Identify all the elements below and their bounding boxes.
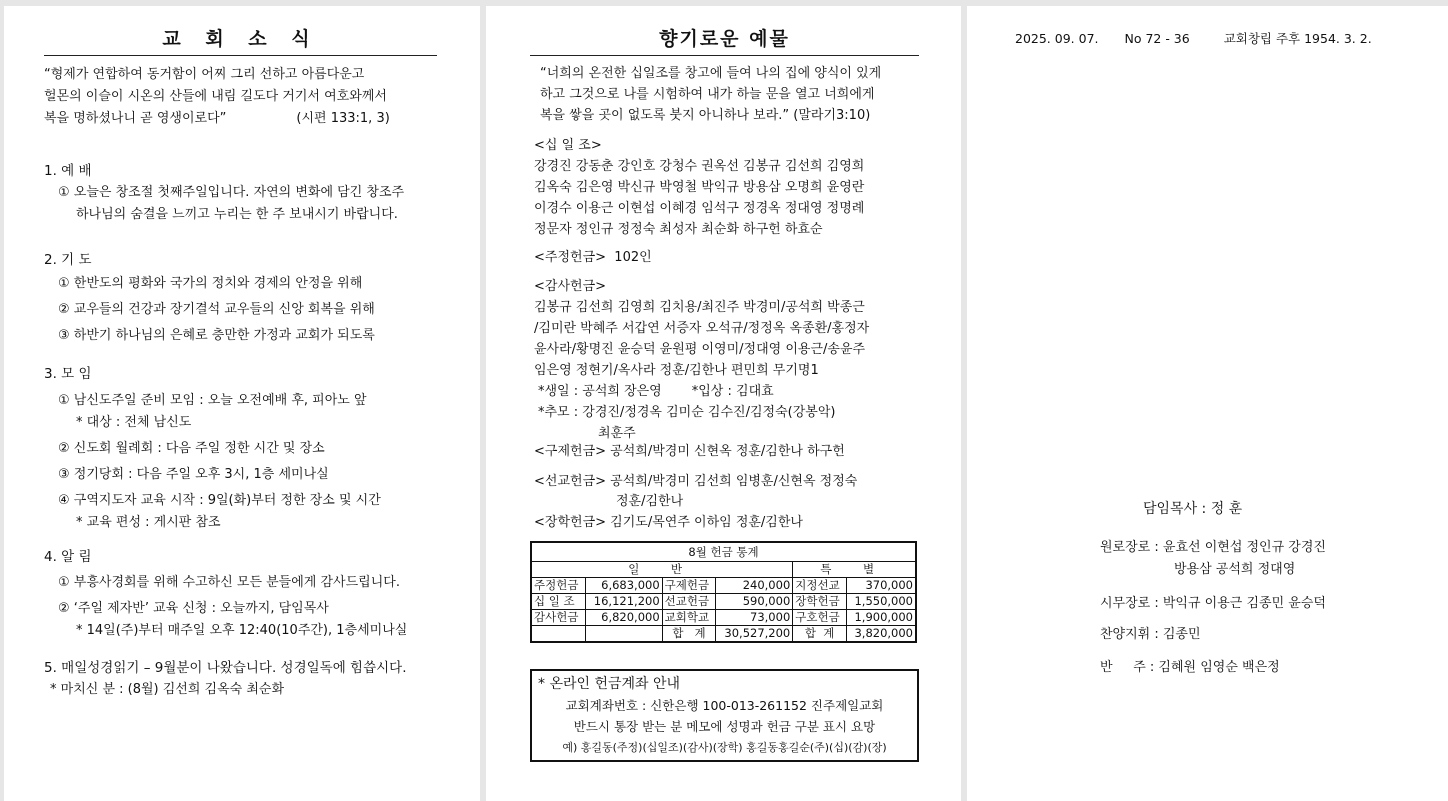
stats-title: 8월 헌금 통계 bbox=[531, 542, 916, 562]
senior-pastor: 담임목사 : 정 훈 bbox=[1143, 501, 1243, 517]
tithe-list: <십 일 조> 강경진 강동춘 강인호 강청수 권옥선 김봉규 김선희 김영희 김옥숙 김은영 박신규 박영철 박익규 방용삼 오명희 윤영란 이경수 이용근 이현섭 이혜경 임석구 정경옥 정대영 정명례 정문자 정인규 정정숙 최성자 최순화 하구헌 하효순 bbox=[534, 135, 864, 240]
verse-reference: (시편 133:1, 3) bbox=[296, 111, 390, 126]
page-offerings bbox=[486, 6, 961, 801]
verse-line: 헐몬의 이슬이 시온의 산들에 내림 길도다 거기서 여호와께서 bbox=[44, 89, 387, 104]
emeritus-elders: 원로장로 : 윤효선 이현섭 정인규 강경진 방용삼 공석희 정대영 bbox=[1100, 540, 1326, 577]
tithe-header: <십 일 조> bbox=[534, 138, 602, 153]
mission-offering: <선교헌금> 공석희/박경미 김선희 임병훈/신현옥 정정숙 정훈/김한나 bbox=[534, 474, 858, 509]
choir-director: 찬양지휘 : 김종민 bbox=[1100, 627, 1201, 642]
bank-account: 교회계좌번호 : 신한은행 100-013-261152 진주제일교회 bbox=[565, 698, 884, 713]
church-news-title: 교 회 소 식 bbox=[44, 24, 437, 56]
verse-line: “너희의 온전한 십일조를 창고에 들여 나의 집에 양식이 있게 bbox=[540, 66, 882, 81]
founding-date: 교회창립 주후 1954. 3. 2. bbox=[1223, 31, 1372, 46]
bulletin-header bbox=[1015, 28, 1372, 50]
online-offering-title: * 온라인 헌금계좌 안내 bbox=[538, 676, 681, 692]
verse-line: “형제가 연합하여 동거함이 어찌 그리 선하고 아름다운고 bbox=[44, 67, 365, 82]
bulletin-date: 2025. 09. 07. bbox=[1015, 31, 1099, 46]
section-header: 2. 기 도 bbox=[44, 252, 92, 268]
section-header: 1. 예 배 bbox=[44, 163, 92, 179]
verse bbox=[44, 64, 390, 130]
offering-stats-table bbox=[530, 541, 917, 643]
entrance-line: *입상 : 김대효 bbox=[691, 384, 774, 399]
verse-line: 복을 명하셨나니 곧 영생이로다” (시편 133:1, 3) bbox=[44, 111, 390, 126]
section-header: 4. 알 림 bbox=[44, 549, 92, 565]
scholarship-offering: <장학헌금> 김기도/목연주 이하임 정훈/김한나 bbox=[534, 515, 803, 530]
bulletin-number: No 72 - 36 bbox=[1124, 31, 1190, 46]
sunday-offering-count: 102인 bbox=[614, 250, 652, 265]
thanks-list: <감사헌금> 김봉규 김선희 김영희 김치용/최진주 박경미/공석희 박종근 /김미란 박혜주 서갑연 서증자 오석규/정정옥 옥종환/홍정자 윤사라/황명진 윤승덕 윤원평 이영미/정대영 이용근/송윤주 임은영 정현기/옥사라 정훈/김한나 편민희 무기명1 *생일 : 공석희 장은영 *입상 : 김대효 *추모 : 강경진/정경옥 김미순 김수진/김정숙(강봉악) 최훈주 bbox=[534, 279, 870, 441]
table-row-total: 합 계 30,527,200 합 계 3,820,000 bbox=[531, 626, 916, 643]
prayer-item: ① 한반도의 평화와 국가의 정치와 경제의 안정을 위해 bbox=[58, 276, 363, 291]
section-header: 5. 매일성경읽기 – 9월분이 나왔습니다. 성경일독에 힘씁시다. bbox=[44, 660, 407, 676]
section-meeting: 3. 모 임 ① 남신도주일 준비 모임 : 오늘 오전예배 후, 피아노 앞 * 대상 : 전체 남신도 ② 신도회 월례회 : 다음 주일 정한 시간 및 장소 ③ 정기당회 : 다음 주일 오후 3시, 1층 세미나실 ④ 구역지도자 교육 시작 : 9일(화)부터 정한 장소 및 시간 * 교육 편성 : 게시판 참조 bbox=[44, 363, 381, 534]
memorial-line: *추모 : 강경진/정경옥 김미순 김수진/김정숙(강봉악) bbox=[538, 405, 836, 420]
section-header: 3. 모 임 bbox=[44, 366, 92, 382]
section-reading: 5. 매일성경읽기 – 9월분이 나왔습니다. 성경일독에 힘씁시다. * 마치신 분 : (8월) 김선희 김옥숙 최순화 bbox=[44, 657, 407, 701]
online-offering-box: * 온라인 헌금계좌 안내 교회계좌번호 : 신한은행 100-013-261152 진주제일교회 반드시 통장 받는 분 메모에 성명과 헌금 구분 표시 요망 예) 홍길동(주정)(십일조)(감사)(장학) 홍길동홍길순(주)(십)(감)(장) bbox=[530, 669, 919, 762]
offerings-title: 향기로운 예물 bbox=[530, 24, 919, 56]
accompanists: 반 주 : 김혜원 임영순 백은정 bbox=[1100, 660, 1280, 675]
verse-line: 하고 그것으로 나를 시험하여 내가 하늘 문을 열고 너희에게 bbox=[540, 87, 875, 102]
section-notice: 4. 알 림 ① 부흥사경회를 위해 수고하신 모든 분들에게 감사드립니다. ② ‘주일 제자반’ 교육 신청 : 오늘까지, 담임목사 * 14일(주)부터 매주일 오후 12:40(10주간), 1층세미나실 bbox=[44, 546, 407, 642]
table-row: 감사헌금 6,820,000 교회학교 73,000 구호헌금 1,900,000 bbox=[531, 610, 916, 626]
relief-offering: <구제헌금> 공석희/박경미 신현옥 정훈/김한나 하구헌 bbox=[534, 444, 845, 459]
page-cover-info bbox=[967, 6, 1448, 801]
prayer-item: ② 교우들의 건강과 장기결석 교우들의 신앙 회복을 위해 bbox=[58, 302, 375, 317]
birthday-line: *생일 : 공석희 장은영 bbox=[538, 384, 662, 399]
table-row: 주정헌금 6,683,000 구제헌금 240,000 지정선교 370,000 bbox=[531, 578, 916, 594]
verse-line: 복을 쌓을 곳이 없도록 붓지 아니하나 보라.” (말라기3:10) bbox=[540, 108, 871, 123]
prayer-item: ③ 하반기 하나님의 은혜로 충만한 가정과 교회가 되도록 bbox=[58, 328, 375, 343]
table-row: 십 일 조 16,121,200 선교헌금 590,000 장학헌금 1,550,000 bbox=[531, 594, 916, 610]
active-elders: 시무장로 : 박익규 이용근 김종민 윤승덕 bbox=[1100, 596, 1326, 611]
section-worship: 1. 예 배 ① 오늘은 창조절 첫째주일입니다. 자연의 변화에 담긴 창조주 하나님의 숨결을 느끼고 누리는 한 주 보내시기 바랍니다. bbox=[44, 160, 404, 226]
section-prayer bbox=[44, 249, 375, 349]
sunday-offering: <주정헌금> 102인 bbox=[534, 250, 652, 265]
stats-special-header: 특 별 bbox=[793, 562, 916, 578]
stats-general-header: 일 반 bbox=[531, 562, 793, 578]
verse bbox=[540, 63, 881, 126]
page-church-news bbox=[4, 6, 480, 801]
